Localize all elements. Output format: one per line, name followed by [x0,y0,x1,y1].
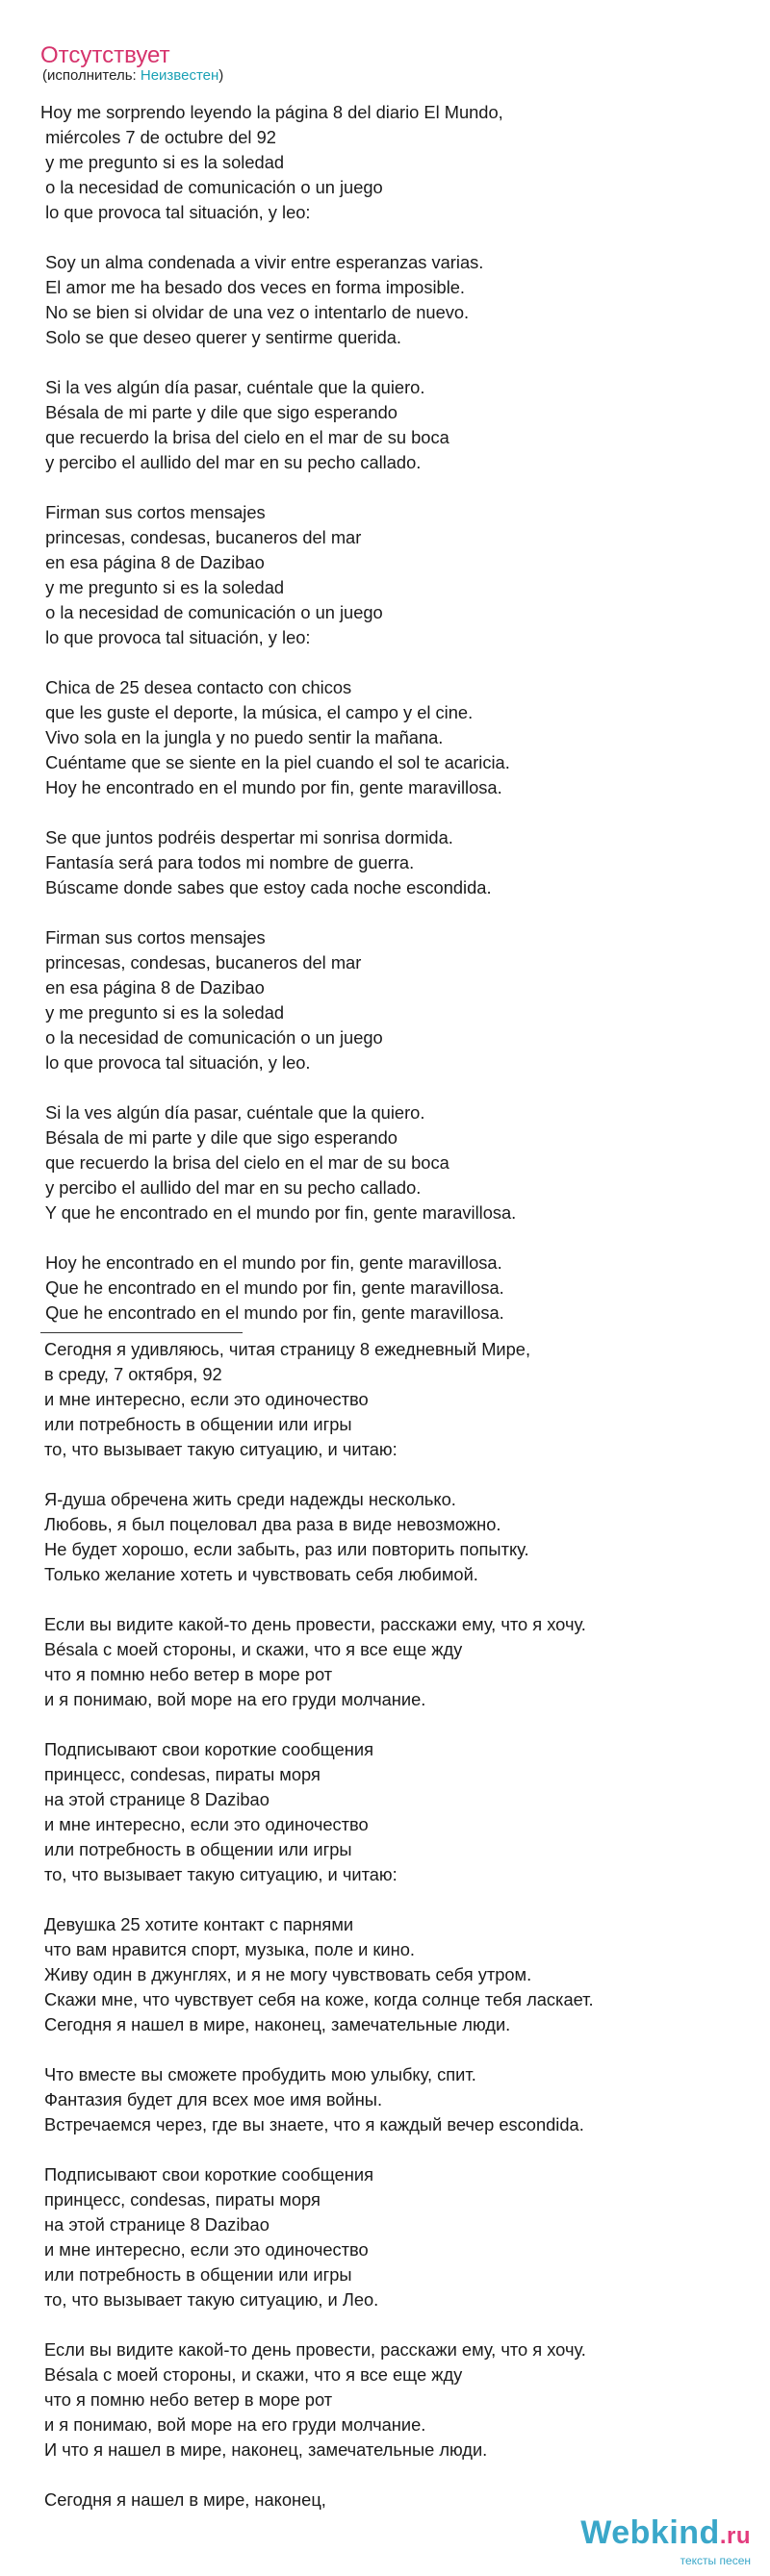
lyric-line: o la necesidad de comunicación o un juego [40,602,383,622]
lyric-line: o la necesidad de comunicación o un juego [40,1027,383,1048]
logo-brand-main: Webkind [580,2514,720,2551]
translation-line: Встречаемся через, где вы знаете, что я каждый вечер escondida. [44,2114,584,2134]
translation-line: Если вы видите какой-то день провести, расскажи ему, что я хочу. [44,1614,586,1634]
lyric-line: Vivo sola en la jungla y no puedo sentir la mañana. [40,727,444,747]
lyric-line: y percibo el aullido del mar en su pecho callado. [40,452,422,472]
artist-line [42,67,223,84]
lyric-line: Hoy he encontrado en el mundo por fin, gente maravillosa. [40,1252,502,1273]
lyric-line [40,650,743,675]
site-logo[interactable] [558,2513,751,2565]
song-title: Отсутствует [40,42,170,68]
lyric-line: y me pregunto si es la soledad [40,1002,285,1023]
translation-line: то, что вызывает такую ситуацию, и Лео. [44,2289,379,2310]
lyric-line: Y que he encontrado en el mundo por fin, gente maravillosa. [40,1202,517,1223]
logo-tagline: тексты песен [680,2554,751,2567]
lyric-line [40,1075,743,1100]
lyric-line: Se que juntos podréis despertar mi sonrisa dormida. [40,827,453,847]
lyric-line: miércoles 7 de octubre del 92 [40,127,276,147]
artist-link[interactable]: Неизвестен [140,67,219,84]
translation-line: Фантазия будет для всех мое имя войны. [44,2089,383,2109]
lyric-line: y percibo el aullido del mar en su pecho callado. [40,1177,422,1198]
lyric-line: Firman sus cortos mensajes [40,502,266,522]
translation-line: и мне интересно, если это одиночество [44,1389,369,1409]
translation-line: и я понимаю, вой море на его груди молчание. [44,2414,426,2435]
lyric-line: No se bien si olvidar de una vez o intentarlo de nuevo. [40,302,470,322]
translation-line: принцесс, condesas, пираты моря [44,1764,321,1784]
translation-line: и мне интересно, если это одиночество [44,2239,369,2260]
translation-line: Bésala с моей стороны, и скажи, что я все еще жду [44,1639,463,1659]
translation-line: то, что вызывает такую ситуацию, и читаю: [44,1439,398,1459]
translation-line: или потребность в общении или игры [44,1414,352,1434]
translation-line: Bésala с моей стороны, и скажи, что я все еще жду [44,2364,463,2385]
translation-line: что я помню небо ветер в море рот [44,2389,333,2410]
translation-line: Живу один в джунглях, и я не могу чувствовать себя утром. [44,1964,532,1984]
artist-prefix: (исполнитель: [42,67,141,84]
lyric-line: lo que provoca tal situación, y leo: [40,202,311,222]
lyrics-original [40,100,743,1326]
translation-line: Только желание хотеть и чувствовать себя любимой. [44,1564,478,1584]
translation-line: Подписывают свои короткие сообщения [44,1739,373,1759]
lyric-line: princesas, condesas, bucaneros del mar [40,527,362,547]
lyric-line: Que he encontrado en el mundo por fin, gente maravillosa. [40,1277,504,1298]
translation-line [40,1887,743,1912]
translation-line: что я помню небо ветер в море рот [44,1664,333,1684]
translation-line: Что вместе вы сможете пробудить мою улыбку, спит. [44,2064,476,2084]
translation-line: Сегодня я нашел в мире, наконец, [44,2489,326,2510]
translation-line: Скажи мне, что чувствует себя на коже, когда солнце тебя ласкает. [44,1989,594,2009]
lyric-line: Búscame donde sabes que estoy cada noche escondida. [40,877,492,897]
lyric-line: Bésala de mi parte y dile que sigo esperando [40,1127,398,1148]
translation-line: Любовь, я был поцеловал два раза в виде невозможно. [44,1514,501,1534]
lyric-line [40,225,743,250]
lyric-line [40,475,743,500]
translation-line: то, что вызывает такую ситуацию, и читаю: [44,1864,398,1884]
translation-line [40,2037,743,2062]
lyric-line: en esa página 8 de Dazibao [40,552,265,572]
translation-line: и я понимаю, вой море на его груди молчание. [44,1689,426,1709]
artist-suffix: ) [218,67,224,84]
lyric-line: y me pregunto si es la soledad [40,152,285,172]
lyric-line [40,1225,743,1250]
lyric-line: Bésala de mi parte y dile que sigo esperando [40,402,398,422]
translation-line [40,1712,743,1737]
translation-line: в среду, 7 октября, 92 [44,1364,222,1384]
lyric-line [40,350,743,375]
lyric-line: Si la ves algún día pasar, cuéntale que la quiero. [40,1102,425,1123]
translation-line: на этой странице 8 Dazibao [44,1789,270,1809]
translation-line [40,2312,743,2337]
logo-brand-domain: .ru [719,2523,751,2549]
translation-line [40,1587,743,1612]
lyric-line: El amor me ha besado dos veces en forma imposible. [40,277,465,297]
translation-line: или потребность в общении или игры [44,2264,352,2285]
lyrics-translation [40,1337,743,2513]
translation-line: Девушка 25 хотите контакт с парнями [44,1914,354,1934]
translation-line: Если вы видите какой-то день провести, расскажи ему, что я хочу. [44,2339,586,2360]
translation-line: Не будет хорошо, если забыть, раз или повторить попытку. [44,1539,529,1559]
lyric-line: Firman sus cortos mensajes [40,927,266,947]
lyric-line: Si la ves algún día pasar, cuéntale que la quiero. [40,377,425,397]
lyric-line: Que he encontrado en el mundo por fin, gente maravillosa. [40,1302,504,1323]
lyric-line: que recuerdo la brisa del cielo en el mar de su boca [40,427,449,447]
lyric-line: princesas, condesas, bucaneros del mar [40,952,362,972]
lyric-line: Cuéntame que se siente en la piel cuando el sol te acaricia. [40,752,510,772]
translation-line: принцесс, condesas, пираты моря [44,2189,321,2210]
logo-wordmark [558,2513,751,2556]
translation-line: Я-душа обречена жить среди надежды несколько. [44,1489,456,1509]
lyric-line: Soy un alma condenada a vivir entre esperanzas varias. [40,252,484,272]
lyric-line: que recuerdo la brisa del cielo en el mar de su boca [40,1152,449,1173]
translation-line: Подписывают свои короткие сообщения [44,2164,373,2185]
translation-line: Сегодня я удивляюсь, читая страницу 8 ежедневный Мире, [44,1339,531,1359]
lyric-line: que les guste el deporte, la música, el campo y el cine. [40,702,474,722]
translation-line: И что я нашел в мире, наконец, замечательные люди. [44,2439,488,2460]
translation-line: на этой странице 8 Dazibao [44,2214,270,2235]
lyric-line: Fantasía será para todos mi nombre de guerra. [40,852,415,872]
lyric-line [40,800,743,825]
lyric-line: lo que provoca tal situación, y leo. [40,1052,311,1073]
translation-divider [40,1332,243,1333]
lyric-line: y me pregunto si es la soledad [40,577,285,597]
translation-line [40,2462,743,2488]
translation-line [40,2137,743,2162]
lyric-line: Solo se que deseo querer y sentirme querida. [40,327,401,347]
translation-line: что вам нравится спорт, музыка, поле и кино. [44,1939,415,1959]
lyric-line [40,900,743,925]
lyrics-block [40,100,743,2513]
lyric-line: Hoy me sorprendo leyendo la página 8 del diario El Mundo, [40,102,503,122]
lyric-line: o la necesidad de comunicación o un juego [40,177,383,197]
translation-line: Сегодня я нашел в мире, наконец, замечательные люди. [44,2014,511,2034]
lyric-line: lo que provoca tal situación, y leo: [40,627,311,647]
translation-line [40,1462,743,1487]
translation-line: и мне интересно, если это одиночество [44,1814,369,1834]
translation-line: или потребность в общении или игры [44,1839,352,1859]
lyric-line: en esa página 8 de Dazibao [40,977,265,998]
lyric-line: Chica de 25 desea contacto con chicos [40,677,352,697]
lyric-line: Hoy he encontrado en el mundo por fin, gente maravillosa. [40,777,502,797]
